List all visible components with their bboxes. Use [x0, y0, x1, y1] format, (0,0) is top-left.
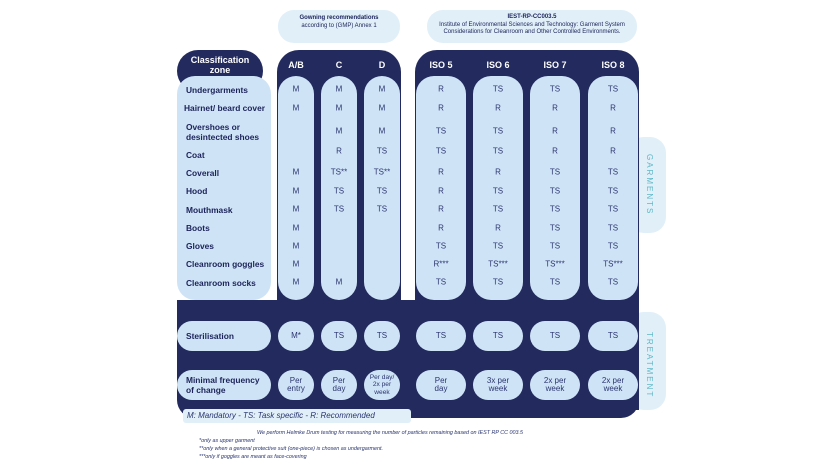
row-label: Coat	[186, 150, 205, 160]
row-label: Hairnet/ beard cover	[184, 103, 265, 113]
table-cell: TS	[549, 204, 561, 214]
table-cell: TS	[549, 277, 561, 287]
footnote-1: *only as upper garment	[199, 438, 255, 444]
table-cell: M	[292, 84, 300, 94]
table-cell: TS	[549, 186, 561, 196]
footnote-3: ***only if goggles are meant as face-covering	[199, 454, 307, 460]
table-cell: M	[292, 277, 300, 287]
gmp-header-subtitle: according to (GMP) Annex 1	[301, 22, 377, 29]
sterilisation-cell: TS	[321, 321, 357, 351]
table-cell: TS	[607, 84, 619, 94]
table-cell: M	[292, 223, 300, 233]
frequency-cell	[364, 370, 400, 400]
table-cell: M	[335, 126, 343, 136]
frequency-cell-line: day	[332, 384, 346, 393]
table-cell: R	[438, 186, 444, 196]
table-cell: M	[378, 126, 386, 136]
frequency-cell-line: 2x per	[372, 381, 392, 389]
table-cell: R	[438, 204, 444, 214]
frequency-cell-text	[602, 377, 624, 394]
table-cell: R***	[433, 259, 449, 269]
row-label: Overshoes or desintected shoes	[186, 122, 260, 142]
frequency-cell-line: day	[434, 384, 448, 393]
row-label: Mouthmask	[186, 205, 233, 215]
sterilisation-cell: TS	[530, 321, 580, 351]
table-cell: R	[495, 223, 501, 233]
frequency-cell-line: 2x per	[601, 375, 625, 385]
table-cell: TS	[435, 241, 447, 251]
table-cell: M	[335, 103, 343, 113]
sterilisation-label-pill	[177, 321, 271, 351]
table-cell: R	[438, 223, 444, 233]
frequency-cell-text	[435, 377, 448, 394]
frequency-label	[186, 375, 260, 395]
table-cell: TS***	[603, 259, 623, 269]
garments-label: GARMENTS	[645, 154, 654, 216]
table-cell: TS	[435, 277, 447, 287]
table-cell: R	[438, 167, 444, 177]
table-cell: TS	[607, 241, 619, 251]
table-cell: M	[292, 259, 300, 269]
legend-text: M: Mandatory - TS: Task specific - R: Recommended	[187, 411, 375, 420]
frequency-label-pill	[177, 370, 271, 400]
table-cell: TS	[492, 186, 504, 196]
table-cell: TS	[333, 204, 345, 214]
table-cell: M	[292, 167, 300, 177]
table-cell: TS***	[545, 259, 565, 269]
table-cell: R	[552, 146, 558, 156]
table-cell: R	[495, 103, 501, 113]
table-cell: TS***	[488, 259, 508, 269]
frequency-cell-line: 2x per	[543, 375, 567, 385]
row-label: Hood	[186, 186, 208, 196]
row-label: Undergarments	[186, 85, 248, 95]
frequency-cell-line: Per	[289, 375, 303, 385]
row-label: Boots	[186, 223, 210, 233]
frequency-cell-line: week	[545, 384, 565, 393]
table-cell: TS	[376, 186, 388, 196]
classification-line2: zone	[209, 65, 231, 75]
row-label: Cleanroom socks	[186, 278, 256, 288]
frequency-cell-line: 3x per	[486, 375, 510, 385]
gmp-header	[278, 10, 400, 43]
table-cell: M	[378, 103, 386, 113]
table-cell: TS	[607, 204, 619, 214]
table-cell: TS	[492, 277, 504, 287]
col-header-iso7: ISO 7	[543, 60, 567, 70]
table-cell: TS**	[330, 167, 348, 177]
col-header-c: C	[335, 60, 343, 70]
table-cell: TS	[549, 84, 561, 94]
table-cell: R	[610, 126, 616, 136]
treatment-label: TREATMENT	[645, 331, 654, 399]
row-label: Cleanroom goggles	[186, 259, 265, 269]
frequency-cell-line: week	[603, 384, 623, 393]
frequency-label-line2: of change	[186, 385, 226, 395]
frequency-cell	[321, 370, 357, 400]
table-cell: TS	[376, 146, 388, 156]
table-cell: R	[610, 103, 616, 113]
table-cell: TS	[549, 223, 561, 233]
table-cell: M	[292, 103, 300, 113]
table-cell: TS	[492, 204, 504, 214]
frequency-cell	[530, 370, 580, 400]
frequency-cell-text	[370, 374, 395, 397]
footnote-main: We perform Helmke Drum testing for measuring the number of particles remaining based on IEST RP CC 003.5	[257, 430, 524, 436]
sterilisation-cell: TS	[364, 321, 400, 351]
frequency-cell-text	[287, 377, 305, 394]
frequency-cell-line: week	[488, 384, 508, 393]
frequency-cell-line: Per	[434, 375, 448, 385]
classification-line1: Classification	[190, 55, 250, 65]
sterilisation-cell: TS	[473, 321, 523, 351]
table-cell: TS	[435, 126, 447, 136]
frequency-cell-line: Per	[332, 375, 346, 385]
table-cell: M	[292, 186, 300, 196]
sterilisation-label: Sterilisation	[186, 330, 234, 341]
table-cell: TS	[549, 167, 561, 177]
table-cell: R	[336, 146, 342, 156]
sterilisation-cell: TS	[588, 321, 638, 351]
iest-header-line2: Considerations for Cleanroom and Other Controlled Environments.	[443, 29, 621, 35]
col-header-iso5: ISO 5	[429, 60, 453, 70]
table-cell: TS	[333, 186, 345, 196]
frequency-cell-line: entry	[287, 384, 305, 393]
table-bottom-bg	[177, 300, 639, 418]
table-cell: TS	[607, 167, 619, 177]
table-cell: M	[335, 84, 343, 94]
frequency-cell-text	[544, 377, 566, 394]
row-label: Coverall	[186, 168, 220, 178]
table-cell: M	[292, 204, 300, 214]
table-cell: TS	[607, 277, 619, 287]
sterilisation-cell: TS	[416, 321, 466, 351]
frequency-cell	[278, 370, 314, 400]
table-cell: TS	[376, 204, 388, 214]
table-cell: M	[292, 241, 300, 251]
gmp-header-title: Gowning recommendations	[299, 15, 379, 21]
table-cell: TS	[492, 126, 504, 136]
table-cell: R	[438, 103, 444, 113]
frequency-cell-line: week	[374, 388, 390, 396]
footnote-2: **only when a general protective suit (one-piece) is chosen as undergarment.	[199, 446, 383, 452]
frequency-cell	[473, 370, 523, 400]
iest-header-line1: Institute of Environmental Sciences and Technology: Garment System	[439, 21, 625, 28]
table-cell: M	[335, 277, 343, 287]
frequency-cell	[588, 370, 638, 400]
col-header-d: D	[378, 60, 386, 70]
table-cell: TS	[607, 186, 619, 196]
col-header-ab: A/B	[288, 60, 304, 70]
table-cell: R	[552, 103, 558, 113]
frequency-cell	[416, 370, 466, 400]
frequency-label-line1: Minimal frequency	[186, 375, 260, 385]
frequency-cell-text	[487, 377, 509, 394]
table-cell: TS**	[373, 167, 391, 177]
sterilisation-cell: M*	[278, 321, 314, 351]
classification-zone-header	[177, 55, 263, 75]
table-cell: TS	[607, 223, 619, 233]
table-cell: TS	[492, 241, 504, 251]
table-cell: TS	[549, 241, 561, 251]
table-cell: R	[438, 84, 444, 94]
col-header-iso8: ISO 8	[601, 60, 625, 70]
iest-header-title: IEST-RP-CC003.5	[507, 14, 557, 20]
table-cell: TS	[492, 84, 504, 94]
frequency-cell-line: Per day/	[369, 373, 395, 381]
table-cell: TS	[492, 146, 504, 156]
table-cell: M	[378, 84, 386, 94]
col-header-iso6: ISO 6	[486, 60, 510, 70]
iest-header	[427, 10, 637, 43]
table-cell: TS	[435, 146, 447, 156]
table-cell: R	[610, 146, 616, 156]
frequency-cell-text	[333, 377, 346, 394]
row-label: Gloves	[186, 241, 214, 251]
table-cell: R	[495, 167, 501, 177]
table-cell: R	[552, 126, 558, 136]
